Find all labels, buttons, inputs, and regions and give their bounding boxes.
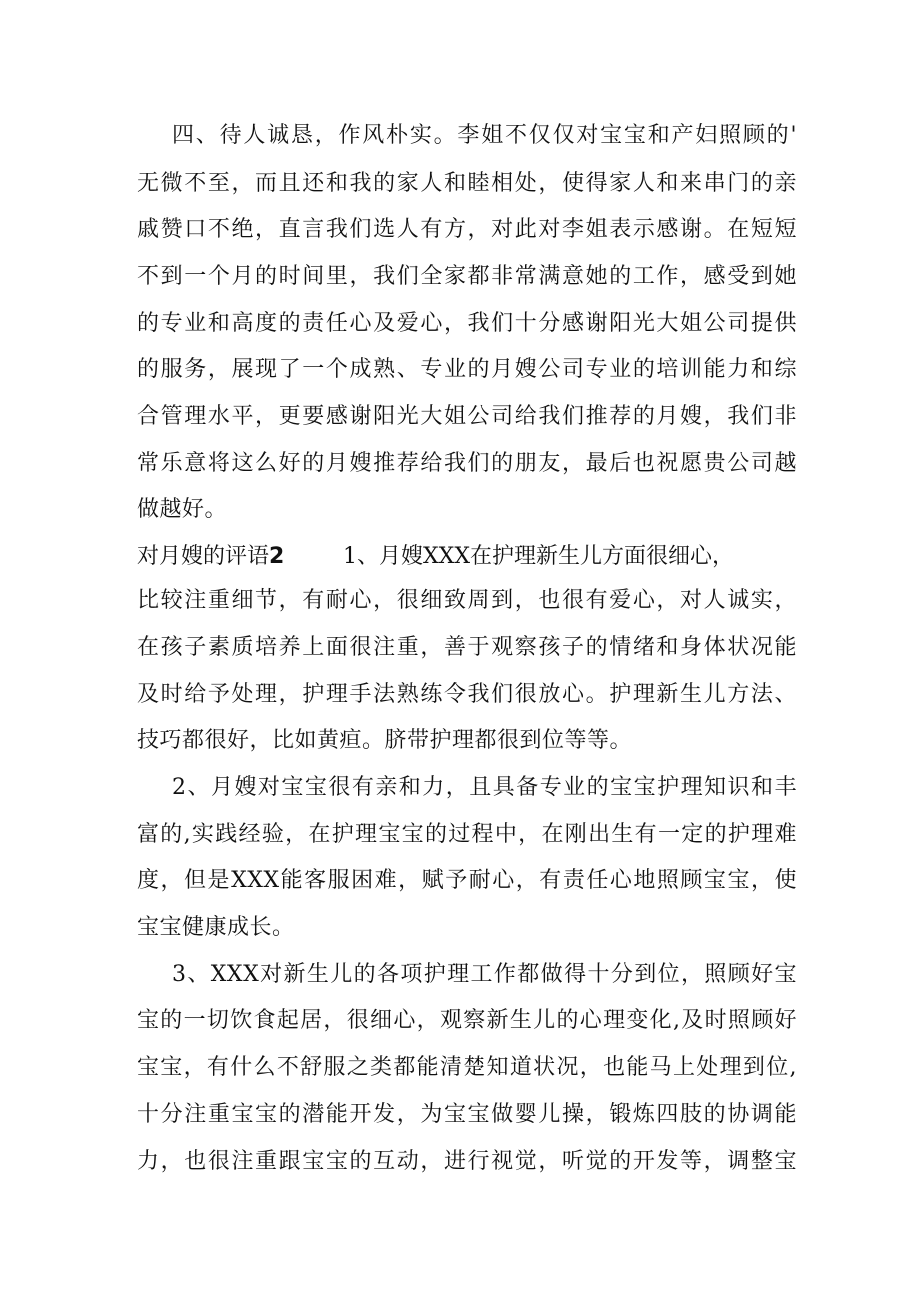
para3-line-4: 宝宝健康成长。 bbox=[137, 915, 295, 940]
para1-line-4: 不到一个月的时间里，我们全家都非常满意她的工作，感受到她 bbox=[137, 264, 797, 289]
section-heading bbox=[137, 542, 284, 572]
para2-line-3: 及时给予处理，护理手法熟练令我们很放心。护理新生儿方法、 bbox=[137, 682, 797, 707]
para1-line-1: 四、待人诚恳，作风朴实。李姐不仅仅对宝宝和产妇照顾的' bbox=[172, 123, 797, 148]
para2-line-2: 在孩子素质培养上面很注重，善于观察孩子的情绪和身体状况能 bbox=[137, 635, 797, 660]
para1-line-7: 合管理水平，更要感谢阳光大姐公司给我们推荐的月嫂，我们非 bbox=[137, 404, 797, 429]
para1-line-5: 的专业和高度的责任心及爱心，我们十分感谢阳光大姐公司提供 bbox=[137, 311, 797, 336]
heading-number: 2 bbox=[269, 544, 285, 569]
para2-line-4: 技巧都很好，比如黄疸。脐带护理都很到位等等。 bbox=[137, 728, 633, 753]
para2-line-1: 比较注重细节，有耐心，很细致周到，也很有爱心，对人诚实， bbox=[137, 588, 797, 613]
heading-first-item: 1、月嫂XXX在护理新生儿方面很细心， bbox=[343, 544, 734, 569]
para1-line-6: 的服务，展现了一个成熟、专业的月嫂公司专业的培训能力和综 bbox=[137, 357, 797, 382]
para1-line-2: 无微不至，而且还和我的家人和睦相处，使得家人和来串门的亲 bbox=[137, 171, 797, 196]
heading-title: 对月嫂的评语 bbox=[137, 544, 270, 569]
para4-line-1: 3、XXX对新生儿的各项护理工作都做得十分到位，照顾好宝 bbox=[172, 962, 797, 987]
para1-line-9: 做越好。 bbox=[137, 497, 228, 522]
para3-line-1: 2、月嫂对宝宝很有亲和力，且具备专业的宝宝护理知识和丰 bbox=[172, 775, 797, 800]
para3-line-2: 富的,实践经验，在护理宝宝的过程中，在刚出生有一定的护理难 bbox=[137, 822, 797, 847]
para4-line-5: 力，也很注重跟宝宝的互动，进行视觉，听觉的开发等，调整宝 bbox=[137, 1149, 797, 1174]
para1-line-8: 常乐意将这么好的月嫂推荐给我们的朋友，最后也祝愿贵公司越 bbox=[137, 451, 797, 476]
para4-line-4: 十分注重宝宝的潜能开发，为宝宝做婴儿操，锻炼四肢的协调能 bbox=[137, 1102, 797, 1127]
para1-line-3: 戚赞口不绝，直言我们选人有方，对此对李姐表示感谢。在短短 bbox=[137, 217, 797, 242]
para3-line-3: 度，但是XXX能客服困难，赋予耐心，有责任心地照顾宝宝，使 bbox=[137, 868, 797, 893]
para4-line-3: 宝宝，有什么不舒服之类都能清楚知道状况，也能马上处理到位, bbox=[137, 1055, 797, 1080]
para4-line-2: 宝的一切饮食起居，很细心，观察新生儿的心理变化,及时照顾好 bbox=[137, 1008, 797, 1033]
